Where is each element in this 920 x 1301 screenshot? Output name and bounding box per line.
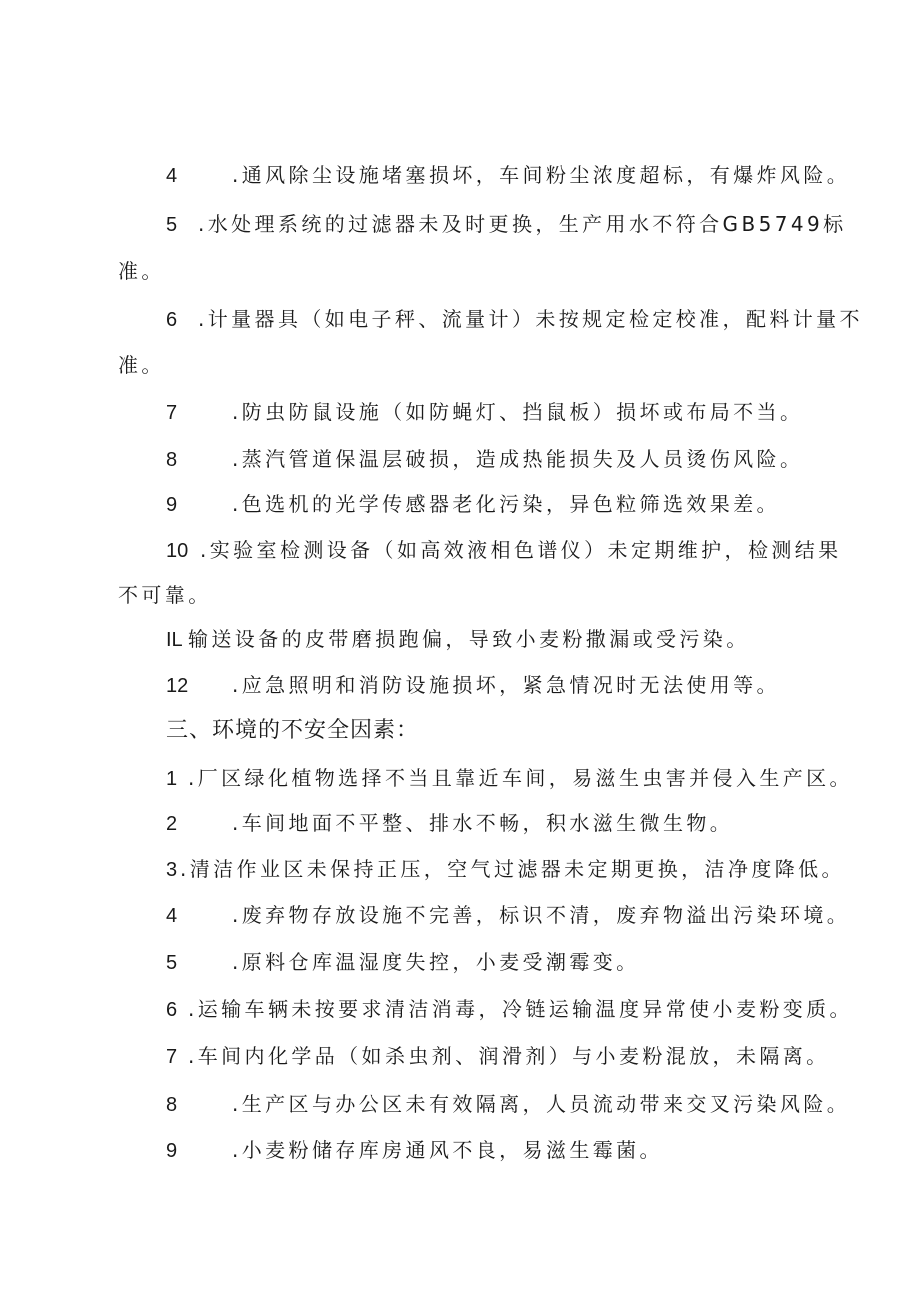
item-text: .运输车辆未按要求清洁消毒，冷链运输温度异常使小麦粉变质。 bbox=[188, 997, 853, 1021]
list-item bbox=[166, 672, 780, 699]
item-text: .生产区与办公区未有效隔离，人员流动带来交叉污染风险。 bbox=[232, 1092, 851, 1116]
list-item bbox=[166, 1043, 830, 1070]
list-item bbox=[166, 306, 863, 333]
item-text: .蒸汽管道保温层破损，造成热能损失及人员烫伤风险。 bbox=[232, 447, 804, 471]
item-text: .小麦粉储存库房通风不良，易滋生霉菌。 bbox=[232, 1138, 663, 1162]
list-item bbox=[166, 211, 846, 238]
list-item bbox=[166, 626, 750, 653]
item-number: 8 bbox=[166, 1094, 178, 1116]
item-text: .厂区绿化植物选择不当且靠近车间，易滋生虫害并侵入生产区。 bbox=[188, 766, 853, 790]
item-number: 2 bbox=[166, 813, 178, 835]
item-number: IL bbox=[166, 629, 183, 651]
item-text: .计量器具（如电子秤、流量计）未按规定检定校准，配料计量不 bbox=[198, 307, 863, 331]
list-item bbox=[166, 996, 853, 1023]
list-item bbox=[166, 162, 850, 189]
list-item bbox=[166, 491, 780, 518]
list-item bbox=[166, 1137, 663, 1164]
item-number: 8 bbox=[166, 449, 178, 471]
item-text: .防虫防鼠设施（如防蝇灯、挡鼠板）损坏或布局不当。 bbox=[232, 400, 804, 424]
item-text: .车间内化学品（如杀虫剂、润滑剂）与小麦粉混放，未隔离。 bbox=[188, 1044, 830, 1068]
list-item bbox=[166, 902, 850, 929]
item-number: 5 bbox=[166, 214, 178, 236]
item-number: 9 bbox=[166, 1140, 178, 1162]
item-text: 输送设备的皮带磨损跑偏，导致小麦粉撒漏或受污染。 bbox=[188, 627, 750, 651]
item-number: 4 bbox=[166, 905, 178, 927]
item-text: .原料仓库温湿度失控，小麦受潮霉变。 bbox=[232, 950, 640, 974]
list-item-continuation: 准。 bbox=[118, 259, 165, 283]
item-text: .色选机的光学传感器老化污染，异色粒筛选效果差。 bbox=[232, 492, 780, 516]
item-number: 5 bbox=[166, 952, 178, 974]
item-text: .应急照明和消防设施损坏，紧急情况时无法使用等。 bbox=[232, 673, 780, 697]
list-item bbox=[166, 856, 845, 883]
list-item bbox=[166, 537, 842, 564]
list-item bbox=[166, 765, 853, 792]
list-item-continuation: 不可靠。 bbox=[118, 583, 212, 607]
list-item bbox=[166, 446, 803, 473]
item-number: 9 bbox=[166, 494, 178, 516]
item-text: .车间地面不平整、排水不畅，积水滋生微生物。 bbox=[232, 811, 734, 835]
section-heading: 三、环境的不安全因素： bbox=[166, 718, 420, 743]
item-number: 12 bbox=[166, 675, 189, 697]
item-number: 7 bbox=[166, 1046, 178, 1068]
item-text: .实验室检测设备（如高效液相色谱仪）未定期维护，检测结果 bbox=[200, 538, 842, 562]
item-number: 3 bbox=[166, 859, 178, 881]
list-item-continuation: 准。 bbox=[118, 353, 165, 377]
item-number: 4 bbox=[166, 165, 178, 187]
list-item bbox=[166, 810, 733, 837]
item-number: 6 bbox=[166, 999, 178, 1021]
list-item bbox=[166, 399, 803, 426]
item-text: .通风除尘设施堵塞损坏，车间粉尘浓度超标，有爆炸风险。 bbox=[232, 163, 851, 187]
item-text: .废弃物存放设施不完善，标识不清，废弃物溢出污染环境。 bbox=[232, 903, 851, 927]
item-number: 6 bbox=[166, 309, 178, 331]
item-text: .清洁作业区未保持正压，空气过滤器未定期更换，洁净度降低。 bbox=[180, 857, 845, 881]
item-text: .水处理系统的过滤器未及时更换，生产用水不符合GB5749标 bbox=[198, 212, 847, 236]
item-number: 1 bbox=[166, 768, 178, 790]
list-item bbox=[166, 1091, 850, 1118]
item-number: 10 bbox=[166, 540, 189, 562]
item-number: 7 bbox=[166, 402, 178, 424]
list-item bbox=[166, 949, 640, 976]
